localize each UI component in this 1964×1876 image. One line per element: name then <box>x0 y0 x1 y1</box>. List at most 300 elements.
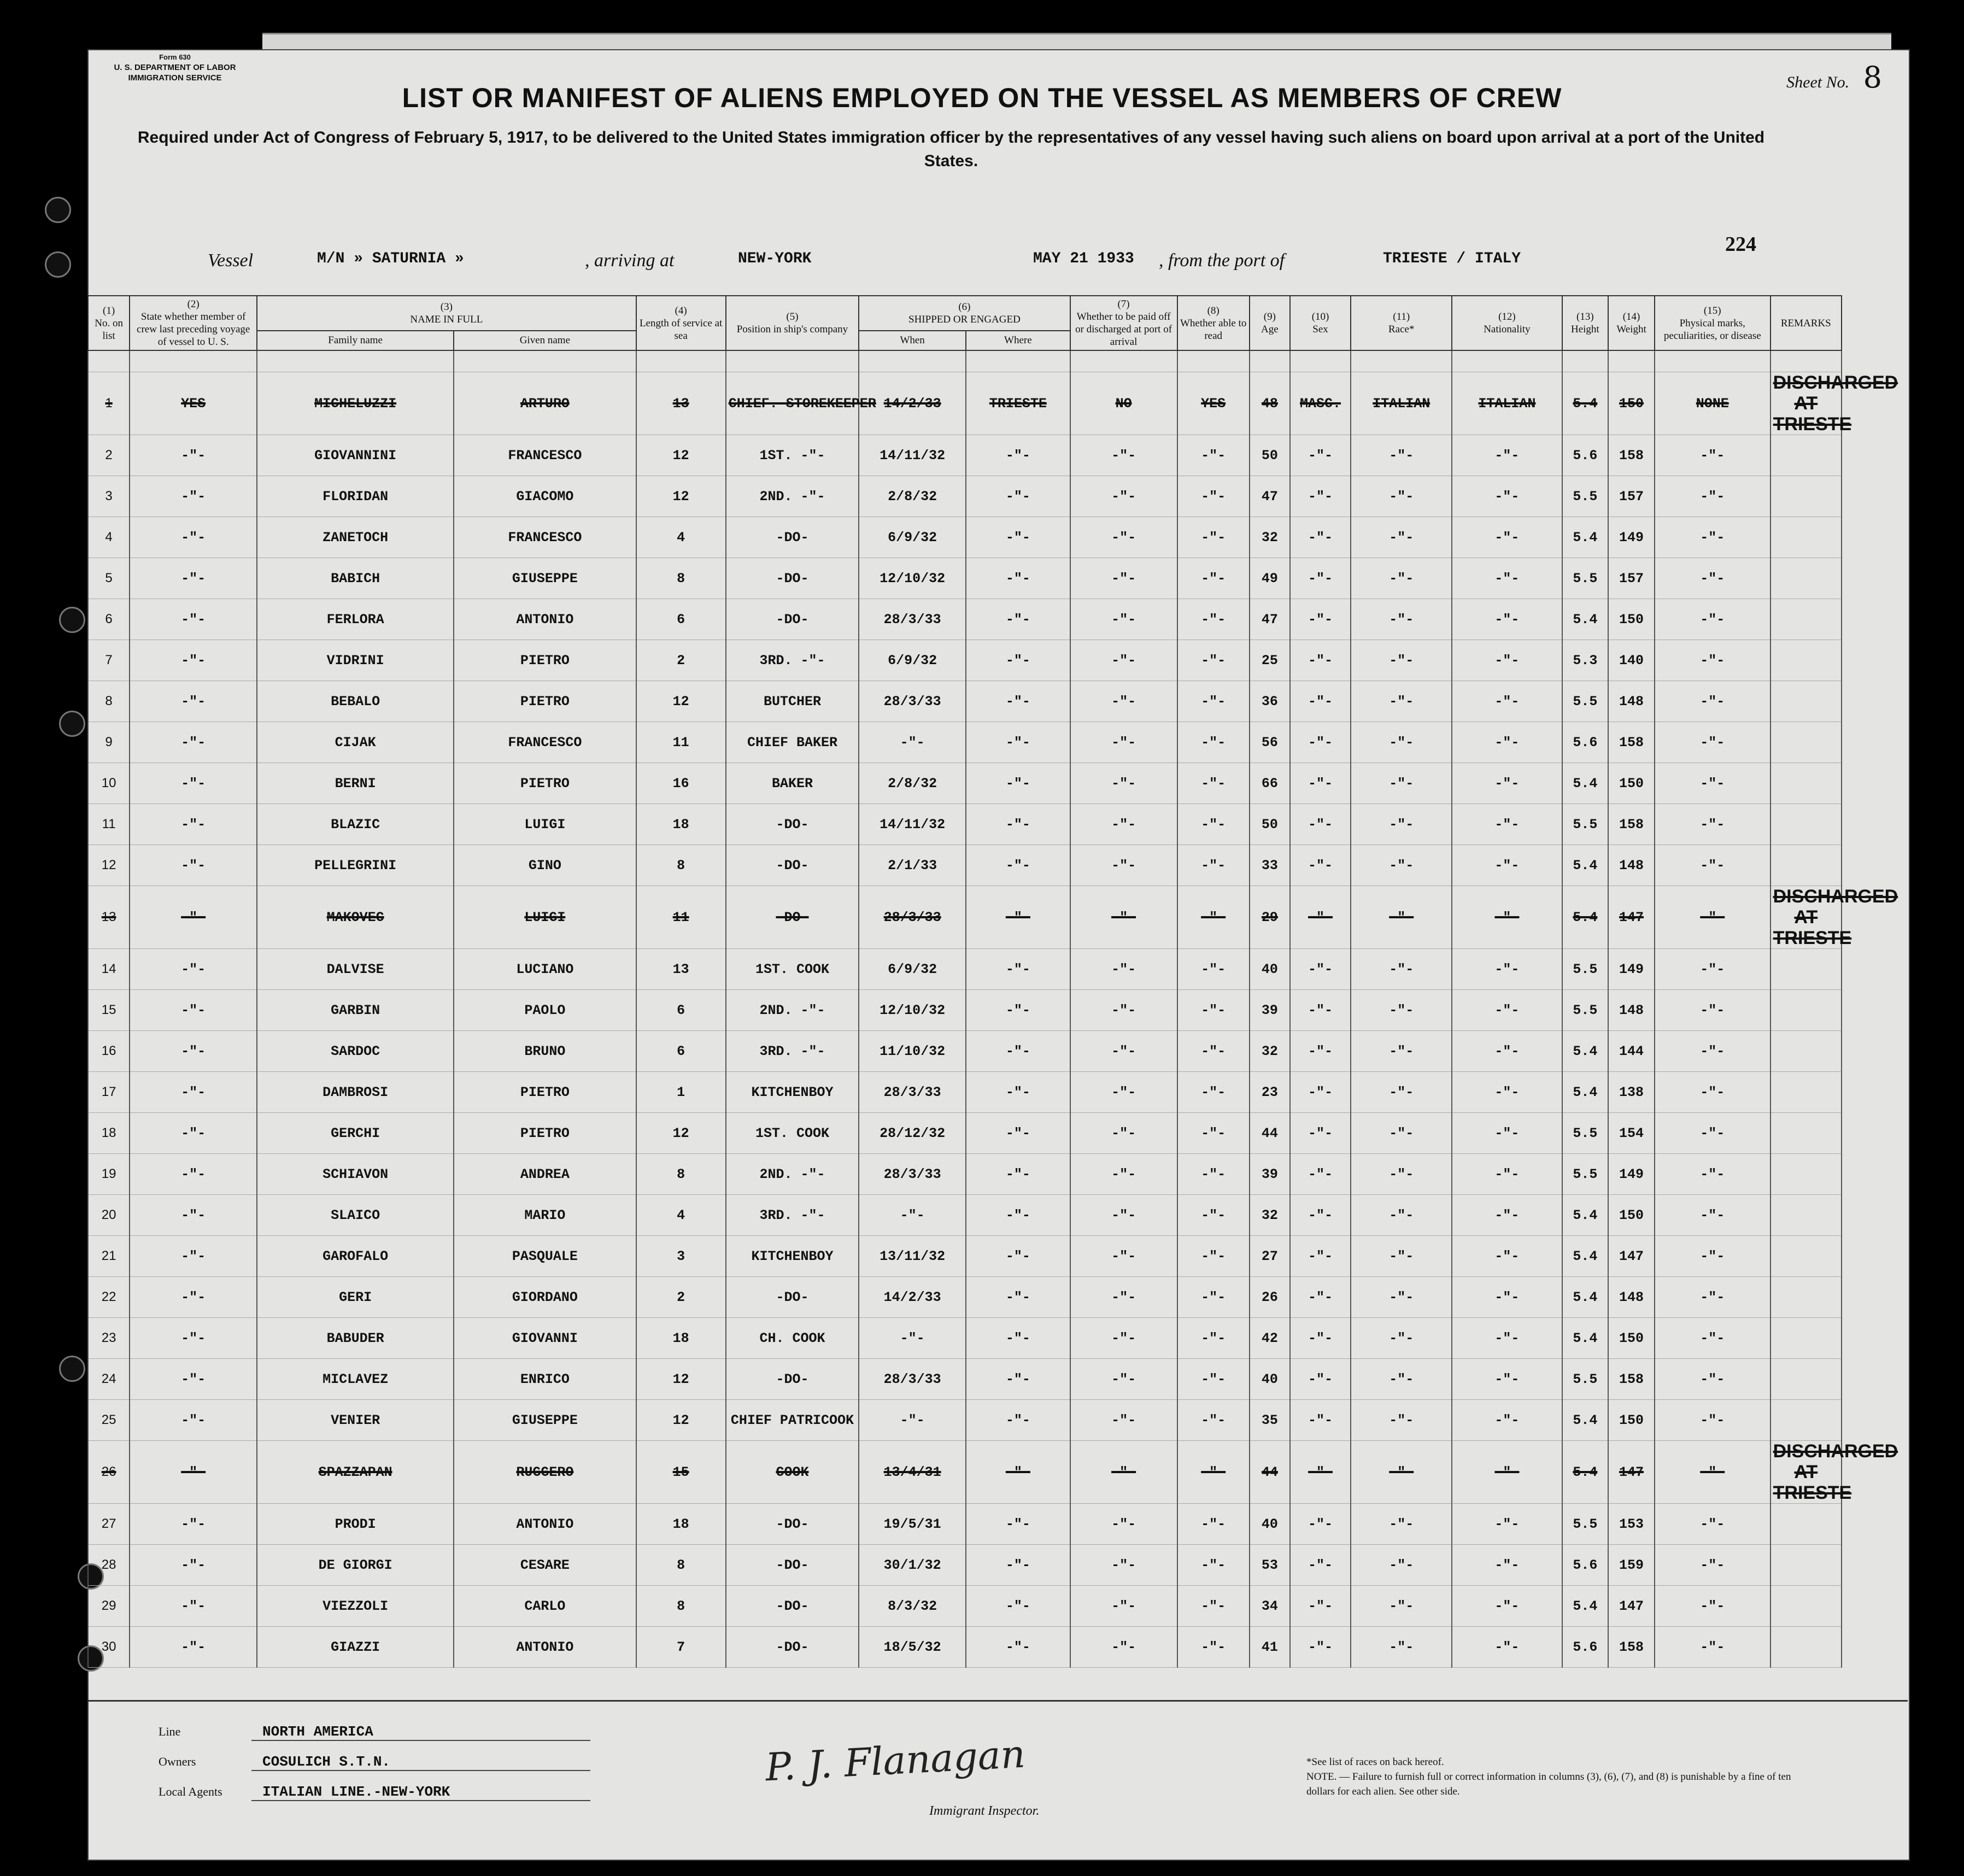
physical-marks-cell: -"- <box>1655 990 1770 1031</box>
shipped-where-cell: -"- <box>966 1504 1070 1545</box>
service-years-cell: 15 <box>636 1441 726 1504</box>
height-cell: 5.5 <box>1562 1359 1609 1400</box>
able-to-read-cell: -"- <box>1177 990 1250 1031</box>
physical-marks-cell: -"- <box>1655 476 1770 517</box>
paid-off-cell: -"- <box>1070 1195 1177 1236</box>
position-cell: CHIEF PATRICOOK <box>726 1400 859 1441</box>
weight-cell: 147 <box>1608 1236 1655 1277</box>
height-cell: 5.3 <box>1562 640 1609 681</box>
position-cell: CH. COOK <box>726 1318 859 1359</box>
race-cell: -"- <box>1351 558 1452 599</box>
paid-off-cell: -"- <box>1070 722 1177 763</box>
row-number-cell: 2 <box>88 435 130 476</box>
line-row <box>159 1723 590 1741</box>
remarks-cell <box>1770 1195 1842 1236</box>
shipped-where-cell: -"- <box>966 1072 1070 1113</box>
col-height-header: (13) Height <box>1562 296 1609 350</box>
row-number-cell: 27 <box>88 1504 130 1545</box>
remarks-cell <box>1770 517 1842 558</box>
position-cell: 3RD. -"- <box>726 1031 859 1072</box>
sex-cell: -"- <box>1290 558 1351 599</box>
shipped-where-cell: -"- <box>966 845 1070 886</box>
shipped-when-cell: 13/4/31 <box>859 1441 966 1504</box>
owners-row <box>159 1754 590 1771</box>
departure-port: TRIESTE / ITALY <box>1383 250 1521 267</box>
department-name: U. S. DEPARTMENT OF LABOR <box>114 63 236 72</box>
given-name-cell: PIETRO <box>454 640 636 681</box>
given-name-cell: MARIO <box>454 1195 636 1236</box>
weight-cell: 149 <box>1608 1154 1655 1195</box>
service-years-cell: 6 <box>636 990 726 1031</box>
shipped-where-cell: -"- <box>966 476 1070 517</box>
table-row <box>88 372 1842 435</box>
race-cell: -"- <box>1351 990 1452 1031</box>
physical-marks-cell: -"- <box>1655 681 1770 722</box>
physical-marks-cell: -"- <box>1655 1627 1770 1668</box>
family-name-cell: GAROFALO <box>257 1236 454 1277</box>
prev-voyage-cell: -"- <box>130 1277 257 1318</box>
remarks-cell <box>1770 763 1842 804</box>
paid-off-cell: -"- <box>1070 517 1177 558</box>
service-years-cell: 1 <box>636 1072 726 1113</box>
shipped-when-cell: 28/3/33 <box>859 681 966 722</box>
line-label: Line <box>159 1725 181 1738</box>
race-cell: -"- <box>1351 1072 1452 1113</box>
column-header-row <box>88 296 1842 331</box>
weight-cell: 149 <box>1608 949 1655 990</box>
position-cell: -DO- <box>726 804 859 845</box>
able-to-read-cell: -"- <box>1177 804 1250 845</box>
agents-value: ITALIAN LINE.-NEW-YORK <box>251 1784 590 1801</box>
race-cell: -"- <box>1351 435 1452 476</box>
shipped-where-cell: -"- <box>966 558 1070 599</box>
table-row <box>88 1236 1842 1277</box>
table-row <box>88 1627 1842 1668</box>
service-years-cell: 6 <box>636 1031 726 1072</box>
race-cell: -"- <box>1351 722 1452 763</box>
prev-voyage-cell: -"- <box>130 1627 257 1668</box>
table-row <box>88 845 1842 886</box>
penalty-note: NOTE. — Failure to furnish full or correct information in columns (3), (6), (7), and (8) is punishable by a fine of ten dollars for each alien. See other side. <box>1306 1771 1791 1797</box>
remarks-cell: DISCHARGED AT TRIESTE <box>1770 1441 1842 1504</box>
shipped-when-cell: 28/3/33 <box>859 1072 966 1113</box>
given-name-cell: FRANCESCO <box>454 435 636 476</box>
age-cell: 40 <box>1250 949 1290 990</box>
shipped-where-cell: -"- <box>966 1236 1070 1277</box>
race-cell: -"- <box>1351 1113 1452 1154</box>
weight-cell: 158 <box>1608 1627 1655 1668</box>
weight-cell: 147 <box>1608 886 1655 949</box>
given-name-cell: FRANCESCO <box>454 517 636 558</box>
height-cell: 5.4 <box>1562 763 1609 804</box>
remarks-cell <box>1770 640 1842 681</box>
table-row <box>88 1441 1842 1504</box>
col-read-header: (8) Whether able to read <box>1177 296 1250 350</box>
owners-label: Owners <box>159 1755 196 1768</box>
arriving-port: NEW-YORK <box>738 250 812 267</box>
row-number-cell: 21 <box>88 1236 130 1277</box>
physical-marks-cell: -"- <box>1655 1318 1770 1359</box>
weight-cell: 150 <box>1608 1195 1655 1236</box>
paid-off-cell: -"- <box>1070 1031 1177 1072</box>
prev-voyage-cell: -"- <box>130 1236 257 1277</box>
sex-cell: -"- <box>1290 1586 1351 1627</box>
remarks-cell <box>1770 558 1842 599</box>
sex-cell: -"- <box>1290 681 1351 722</box>
position-cell: -DO- <box>726 1586 859 1627</box>
family-name-cell: BEBALO <box>257 681 454 722</box>
remarks-cell <box>1770 599 1842 640</box>
physical-marks-cell: -"- <box>1655 1586 1770 1627</box>
col-service-header: (4) Length of service at sea <box>636 296 726 350</box>
remarks-cell <box>1770 949 1842 990</box>
col-family-name-header: Family name <box>257 331 454 350</box>
service-years-cell: 13 <box>636 949 726 990</box>
remarks-cell <box>1770 722 1842 763</box>
physical-marks-cell: -"- <box>1655 640 1770 681</box>
able-to-read-cell: -"- <box>1177 1277 1250 1318</box>
given-name-cell: GIORDANO <box>454 1277 636 1318</box>
able-to-read-cell: -"- <box>1177 1195 1250 1236</box>
row-number-cell: 5 <box>88 558 130 599</box>
shipped-when-cell: 13/11/32 <box>859 1236 966 1277</box>
position-cell: KITCHENBOY <box>726 1236 859 1277</box>
physical-marks-cell: -"- <box>1655 1400 1770 1441</box>
height-cell: 5.4 <box>1562 1195 1609 1236</box>
family-name-cell: FERLORA <box>257 599 454 640</box>
row-number-cell: 6 <box>88 599 130 640</box>
remarks-cell: DISCHARGED AT TRIESTE <box>1770 886 1842 949</box>
weight-cell: 153 <box>1608 1504 1655 1545</box>
table-row <box>88 640 1842 681</box>
position-cell: CHIEF. STOREKEEPER <box>726 372 859 435</box>
race-cell: -"- <box>1351 763 1452 804</box>
prev-voyage-cell: -"- <box>130 599 257 640</box>
vessel-info-line <box>0 246 1964 279</box>
given-name-cell: GIUSEPPE <box>454 558 636 599</box>
given-name-cell: LUIGI <box>454 804 636 845</box>
col-prev-voyage-header: (2) State whether member of crew last preceding voyage of vessel to U. S. <box>130 296 257 350</box>
table-row <box>88 990 1842 1031</box>
given-name-cell: GIOVANNI <box>454 1318 636 1359</box>
sex-cell: -"- <box>1290 1359 1351 1400</box>
footer-notes <box>1306 1755 1798 1799</box>
height-cell: 5.4 <box>1562 372 1609 435</box>
height-cell: 5.4 <box>1562 1277 1609 1318</box>
family-name-cell: GERI <box>257 1277 454 1318</box>
shipped-when-cell: -"- <box>859 1400 966 1441</box>
agents-label: Local Agents <box>159 1785 222 1798</box>
prev-voyage-cell: -"- <box>130 722 257 763</box>
paid-off-cell: -"- <box>1070 1586 1177 1627</box>
nationality-cell: -"- <box>1452 804 1562 845</box>
able-to-read-cell: -"- <box>1177 722 1250 763</box>
nationality-cell: -"- <box>1452 1545 1562 1586</box>
able-to-read-cell: -"- <box>1177 1236 1250 1277</box>
sex-cell: -"- <box>1290 722 1351 763</box>
nationality-cell: -"- <box>1452 1586 1562 1627</box>
service-years-cell: 18 <box>636 804 726 845</box>
shipped-when-cell: 6/9/32 <box>859 949 966 990</box>
race-cell: -"- <box>1351 1545 1452 1586</box>
physical-marks-cell: -"- <box>1655 1545 1770 1586</box>
race-cell: -"- <box>1351 599 1452 640</box>
given-name-cell: ANTONIO <box>454 1504 636 1545</box>
family-name-cell: VIDRINI <box>257 640 454 681</box>
table-row <box>88 1586 1842 1627</box>
given-name-cell: ENRICO <box>454 1359 636 1400</box>
service-years-cell: 12 <box>636 681 726 722</box>
physical-marks-cell: -"- <box>1655 1195 1770 1236</box>
paid-off-cell: -"- <box>1070 1545 1177 1586</box>
shipped-where-cell: -"- <box>966 763 1070 804</box>
prev-voyage-cell: -"- <box>130 1154 257 1195</box>
row-number-cell: 19 <box>88 1154 130 1195</box>
age-cell: 50 <box>1250 435 1290 476</box>
col-no-header: (1) No. on list <box>88 296 130 350</box>
age-cell: 32 <box>1250 517 1290 558</box>
col-where-header: Where <box>966 331 1070 350</box>
able-to-read-cell: -"- <box>1177 435 1250 476</box>
age-cell: 29 <box>1250 886 1290 949</box>
paid-off-cell: -"- <box>1070 804 1177 845</box>
able-to-read-cell: -"- <box>1177 1441 1250 1504</box>
given-name-cell: PASQUALE <box>454 1236 636 1277</box>
family-name-cell: GIAZZI <box>257 1627 454 1668</box>
paid-off-cell: -"- <box>1070 558 1177 599</box>
race-cell: -"- <box>1351 1359 1452 1400</box>
able-to-read-cell: -"- <box>1177 763 1250 804</box>
table-row <box>88 886 1842 949</box>
shipped-when-cell: 11/10/32 <box>859 1031 966 1072</box>
prev-voyage-cell: -"- <box>130 681 257 722</box>
sex-cell: -"- <box>1290 517 1351 558</box>
given-name-cell: FRANCESCO <box>454 722 636 763</box>
family-name-cell: SLAICO <box>257 1195 454 1236</box>
service-years-cell: 11 <box>636 886 726 949</box>
service-years-cell: 12 <box>636 476 726 517</box>
shipped-when-cell: 2/8/32 <box>859 476 966 517</box>
row-number-cell: 7 <box>88 640 130 681</box>
weight-cell: 157 <box>1608 476 1655 517</box>
shipped-where-cell: -"- <box>966 1195 1070 1236</box>
col-shipped-header: (6) SHIPPED OR ENGAGED <box>859 296 1070 331</box>
position-cell: 2ND. -"- <box>726 476 859 517</box>
family-name-cell: CIJAK <box>257 722 454 763</box>
col-when-header: When <box>859 331 966 350</box>
shipped-where-cell: -"- <box>966 1400 1070 1441</box>
family-name-cell: MICLAVEZ <box>257 1359 454 1400</box>
sex-cell: -"- <box>1290 886 1351 949</box>
sex-cell: -"- <box>1290 1504 1351 1545</box>
shipped-when-cell: 6/9/32 <box>859 640 966 681</box>
family-name-cell: DE GIORGI <box>257 1545 454 1586</box>
form-identifier <box>93 52 257 83</box>
table-row <box>88 1359 1842 1400</box>
shipped-when-cell: 2/1/33 <box>859 845 966 886</box>
prev-voyage-cell: -"- <box>130 990 257 1031</box>
prev-voyage-cell: -"- <box>130 1359 257 1400</box>
shipped-where-cell: -"- <box>966 681 1070 722</box>
physical-marks-cell: -"- <box>1655 599 1770 640</box>
prev-voyage-cell: -"- <box>130 1545 257 1586</box>
service-years-cell: 6 <box>636 599 726 640</box>
age-cell: 25 <box>1250 640 1290 681</box>
shipped-when-cell: 14/11/32 <box>859 804 966 845</box>
family-name-cell: MICHELUZZI <box>257 372 454 435</box>
shipped-when-cell: 12/10/32 <box>859 558 966 599</box>
weight-cell: 138 <box>1608 1072 1655 1113</box>
service-years-cell: 4 <box>636 517 726 558</box>
age-cell: 34 <box>1250 1586 1290 1627</box>
paid-off-cell: -"- <box>1070 476 1177 517</box>
prev-voyage-cell: -"- <box>130 640 257 681</box>
shipped-where-cell: -"- <box>966 1586 1070 1627</box>
remarks-cell <box>1770 681 1842 722</box>
height-cell: 5.4 <box>1562 517 1609 558</box>
given-name-cell: ANTONIO <box>454 599 636 640</box>
shipped-where-cell: -"- <box>966 1318 1070 1359</box>
position-cell: COOK <box>726 1441 859 1504</box>
given-name-cell: PIETRO <box>454 763 636 804</box>
height-cell: 5.5 <box>1562 681 1609 722</box>
given-name-cell: PIETRO <box>454 1072 636 1113</box>
nationality-cell: -"- <box>1452 1072 1562 1113</box>
age-cell: 39 <box>1250 1154 1290 1195</box>
shipped-when-cell: -"- <box>859 722 966 763</box>
prev-voyage-cell: -"- <box>130 1504 257 1545</box>
nationality-cell: -"- <box>1452 949 1562 990</box>
col-marks-header: (15) Physical marks, peculiarities, or disease <box>1655 296 1770 350</box>
remarks-cell <box>1770 1400 1842 1441</box>
able-to-read-cell: -"- <box>1177 1504 1250 1545</box>
given-name-cell: PIETRO <box>454 681 636 722</box>
remarks-cell <box>1770 990 1842 1031</box>
physical-marks-cell: -"- <box>1655 435 1770 476</box>
age-cell: 49 <box>1250 558 1290 599</box>
sheet-label: Sheet No. <box>1786 73 1850 91</box>
physical-marks-cell: -"- <box>1655 722 1770 763</box>
shipped-where-cell: -"- <box>966 990 1070 1031</box>
physical-marks-cell: -"- <box>1655 1072 1770 1113</box>
arriving-label: , arriving at <box>585 250 675 271</box>
nationality-cell: -"- <box>1452 1359 1562 1400</box>
family-name-cell: PELLEGRINI <box>257 845 454 886</box>
col-paid-off-header: (7) Whether to be paid off or discharged at port of arrival <box>1070 296 1177 350</box>
prev-voyage-cell: -"- <box>130 845 257 886</box>
able-to-read-cell: -"- <box>1177 640 1250 681</box>
shipped-when-cell: 14/2/33 <box>859 372 966 435</box>
sex-cell: -"- <box>1290 640 1351 681</box>
family-name-cell: FLORIDAN <box>257 476 454 517</box>
row-number-cell: 14 <box>88 949 130 990</box>
row-number-cell: 26 <box>88 1441 130 1504</box>
age-cell: 35 <box>1250 1400 1290 1441</box>
physical-marks-cell: -"- <box>1655 1031 1770 1072</box>
sex-cell: -"- <box>1290 1400 1351 1441</box>
age-cell: 44 <box>1250 1441 1290 1504</box>
able-to-read-cell: -"- <box>1177 886 1250 949</box>
physical-marks-cell: -"- <box>1655 845 1770 886</box>
service-name: IMMIGRATION SERVICE <box>128 73 222 83</box>
family-name-cell: BABUDER <box>257 1318 454 1359</box>
page-stamp-number: 224 <box>1725 233 1756 256</box>
shipped-when-cell: -"- <box>859 1195 966 1236</box>
row-number-cell: 15 <box>88 990 130 1031</box>
position-cell: -DO- <box>726 1504 859 1545</box>
inspector-signature: P. J. Flanagan <box>764 1731 1027 1790</box>
height-cell: 5.4 <box>1562 886 1609 949</box>
shipped-when-cell: 19/5/31 <box>859 1504 966 1545</box>
paid-off-cell: -"- <box>1070 435 1177 476</box>
paid-off-cell: -"- <box>1070 640 1177 681</box>
service-years-cell: 4 <box>636 1195 726 1236</box>
nationality-cell: -"- <box>1452 886 1562 949</box>
weight-cell: 144 <box>1608 1031 1655 1072</box>
paid-off-cell: -"- <box>1070 1441 1177 1504</box>
table-row <box>88 1504 1842 1545</box>
service-years-cell: 2 <box>636 1277 726 1318</box>
race-cell: -"- <box>1351 949 1452 990</box>
form-number: Form 630 <box>159 53 191 61</box>
sex-cell: -"- <box>1290 1113 1351 1154</box>
weight-cell: 148 <box>1608 1277 1655 1318</box>
physical-marks-cell: -"- <box>1655 1359 1770 1400</box>
race-cell: -"- <box>1351 640 1452 681</box>
crew-manifest-table <box>87 295 1898 1668</box>
prev-voyage-cell: -"- <box>130 1113 257 1154</box>
crew-rows <box>88 350 1898 1668</box>
table-row <box>88 1195 1842 1236</box>
race-cell: -"- <box>1351 517 1452 558</box>
age-cell: 40 <box>1250 1359 1290 1400</box>
race-cell: -"- <box>1351 1154 1452 1195</box>
nationality-cell: -"- <box>1452 476 1562 517</box>
given-name-cell: ANDREA <box>454 1154 636 1195</box>
able-to-read-cell: -"- <box>1177 1154 1250 1195</box>
service-years-cell: 2 <box>636 640 726 681</box>
weight-cell: 158 <box>1608 1359 1655 1400</box>
nationality-cell: -"- <box>1452 1504 1562 1545</box>
prev-voyage-cell: -"- <box>130 1400 257 1441</box>
sex-cell: -"- <box>1290 476 1351 517</box>
sex-cell: -"- <box>1290 990 1351 1031</box>
age-cell: 27 <box>1250 1236 1290 1277</box>
age-cell: 23 <box>1250 1072 1290 1113</box>
physical-marks-cell: -"- <box>1655 1441 1770 1504</box>
nationality-cell: -"- <box>1452 517 1562 558</box>
sex-cell: -"- <box>1290 1318 1351 1359</box>
service-years-cell: 8 <box>636 1154 726 1195</box>
shipped-when-cell: -"- <box>859 1318 966 1359</box>
position-cell: -DO- <box>726 1627 859 1668</box>
service-years-cell: 8 <box>636 845 726 886</box>
able-to-read-cell: -"- <box>1177 1113 1250 1154</box>
prev-voyage-cell: -"- <box>130 1195 257 1236</box>
remarks-cell <box>1770 1154 1842 1195</box>
height-cell: 5.5 <box>1562 1504 1609 1545</box>
col-race-header: (11) Race* <box>1351 296 1452 350</box>
age-cell: 33 <box>1250 845 1290 886</box>
paid-off-cell: -"- <box>1070 1627 1177 1668</box>
row-number-cell: 28 <box>88 1545 130 1586</box>
sex-cell: -"- <box>1290 1277 1351 1318</box>
sex-cell: -"- <box>1290 1627 1351 1668</box>
shipped-where-cell: -"- <box>966 722 1070 763</box>
shipped-when-cell: 28/12/32 <box>859 1113 966 1154</box>
table-row <box>88 1400 1842 1441</box>
sheet-number-value: 8 <box>1863 60 1882 95</box>
